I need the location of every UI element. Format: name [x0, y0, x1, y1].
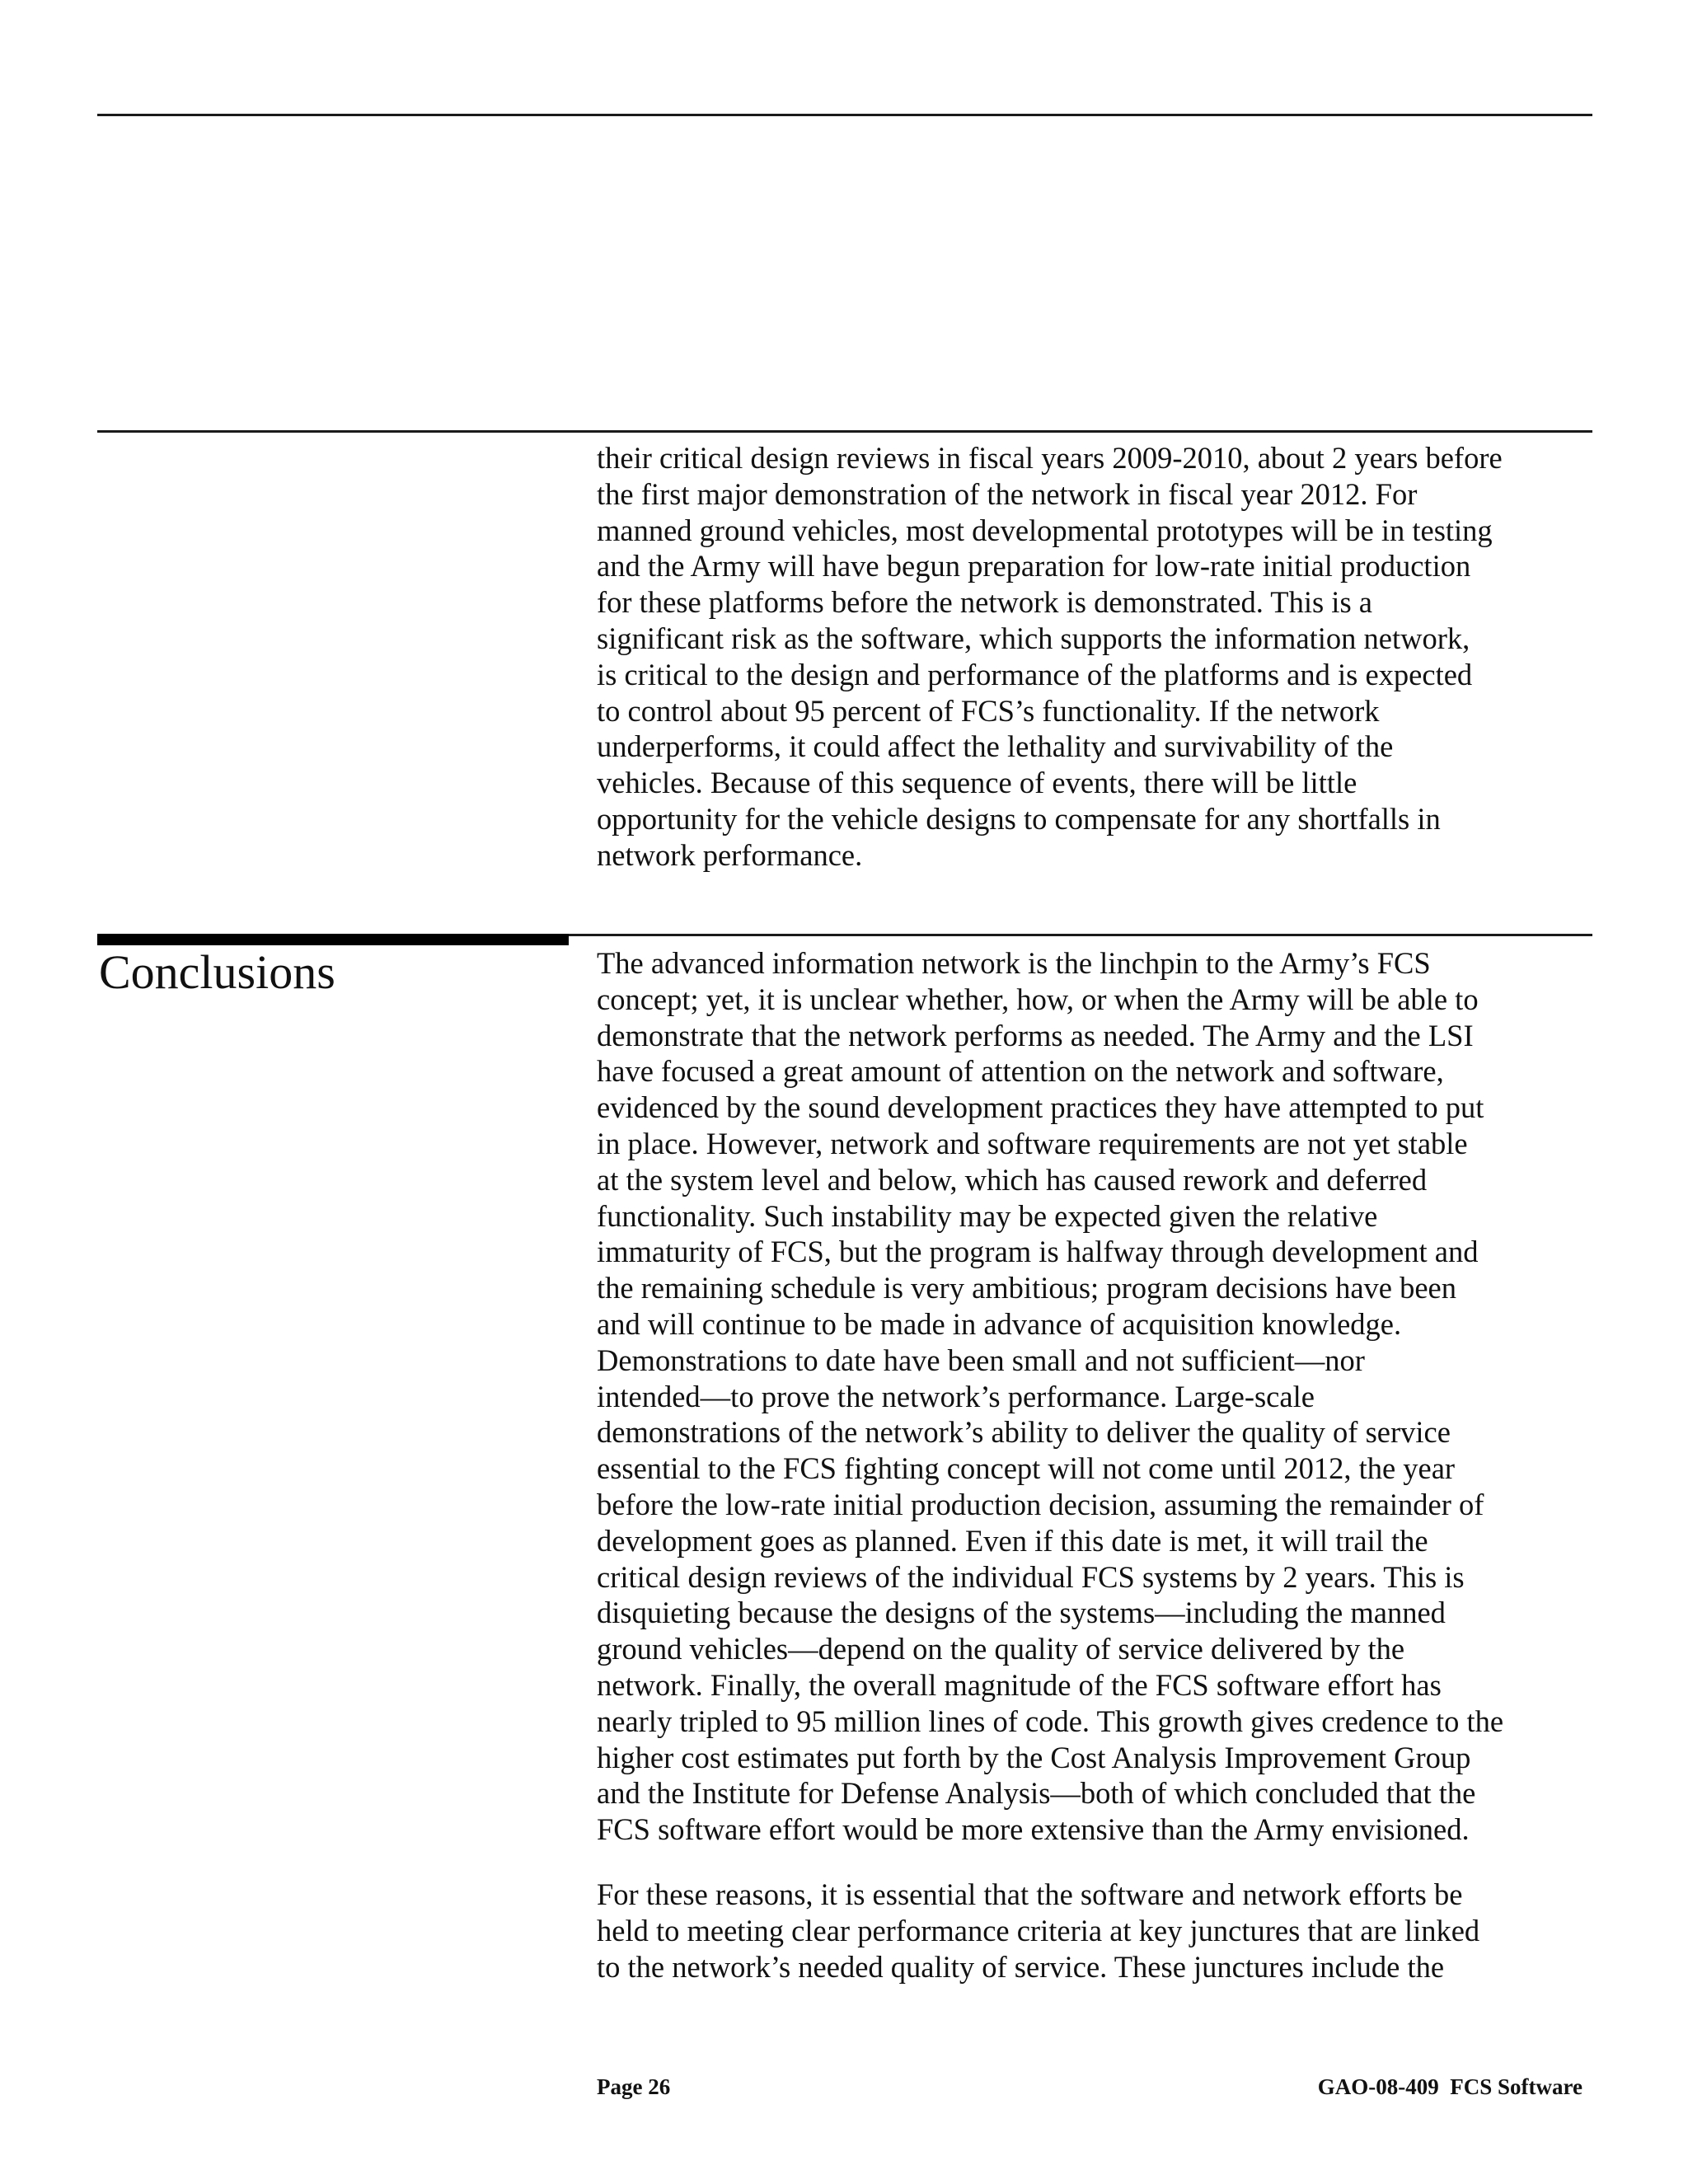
text-line: network performance.: [597, 837, 863, 872]
text-line: demonstrations of the network’s ability to deliver the quality of service: [597, 1415, 1451, 1450]
text-line: Demonstrations to date have been small and not sufficient—nor: [597, 1343, 1365, 1377]
text-line: ground vehicles—depend on the quality of service delivered by the: [597, 1632, 1405, 1666]
continued-paragraph: [597, 440, 1602, 874]
text-line: nearly tripled to 95 million lines of code. This growth gives credence to the: [597, 1704, 1504, 1738]
text-line: and the Army will have begun preparation for low-rate initial production: [597, 549, 1471, 583]
text-line: functionality. Such instability may be expected given the relative: [597, 1198, 1378, 1233]
text-line: to control about 95 percent of FCS’s functionality. If the network: [597, 693, 1380, 728]
text-line: critical design reviews of the individual FCS systems by 2 years. This is: [597, 1559, 1465, 1594]
text-line: have focused a great amount of attention on the network and software,: [597, 1054, 1444, 1089]
text-line: essential to the FCS fighting concept will not come until 2012, the year: [597, 1451, 1456, 1486]
text-line: FCS software effort would be more extensive than the Army envisioned.: [597, 1812, 1470, 1847]
text-line: manned ground vehicles, most developmental prototypes will be in testing: [597, 513, 1493, 547]
text-line: For these reasons, it is essential that the software and network efforts be: [597, 1877, 1463, 1911]
conclusions-paragraph-1: [597, 945, 1602, 1848]
text-line: immaturity of FCS, but the program is halfway through development and: [597, 1235, 1479, 1269]
conclusions-heading: Conclusions: [99, 945, 335, 999]
report-identifier: GAO-08-409 FCS Software: [1317, 2074, 1582, 2099]
page-number: Page 26: [597, 2074, 671, 2099]
conclusions-heading-bar: [97, 934, 569, 945]
text-line: their critical design reviews in fiscal years 2009-2010, about 2 years before: [597, 441, 1503, 475]
text-line: to the network’s needed quality of service. These junctures include the: [597, 1949, 1445, 1984]
text-line: development goes as planned. Even if this date is met, it will trail the: [597, 1523, 1428, 1558]
text-line: The advanced information network is the linchpin to the Army’s FCS: [597, 946, 1431, 980]
conclusions-paragraph-2: [597, 1877, 1602, 1985]
text-line: opportunity for the vehicle designs to compensate for any shortfalls in: [597, 801, 1441, 836]
text-line: and will continue to be made in advance of acquisition knowledge.: [597, 1306, 1402, 1341]
text-line: the first major demonstration of the network in fiscal year 2012. For: [597, 476, 1418, 511]
text-line: for these platforms before the network is demonstrated. This is a: [597, 585, 1372, 620]
header-rule: [97, 114, 1592, 116]
text-line: is critical to the design and performance of the platforms and is expected: [597, 657, 1473, 691]
text-line: held to meeting clear performance criteria at key junctures that are linked: [597, 1913, 1480, 1947]
text-line: significant risk as the software, which supports the information network,: [597, 621, 1470, 655]
text-line: vehicles. Because of this sequence of events, there will be little: [597, 766, 1357, 800]
text-line: demonstrate that the network performs as needed. The Army and the LSI: [597, 1018, 1474, 1052]
text-line: evidenced by the sound development practices they have attempted to put: [597, 1090, 1484, 1125]
section-rule: [97, 430, 1592, 433]
text-line: at the system level and below, which has caused rework and deferred: [597, 1162, 1428, 1197]
text-line: intended—to prove the network’s performance. Large-scale: [597, 1379, 1315, 1413]
text-line: before the low-rate initial production decision, assuming the remainder of: [597, 1487, 1484, 1521]
text-line: and the Institute for Defense Analysis—both of which concluded that the: [597, 1776, 1476, 1811]
text-line: the remaining schedule is very ambitious; program decisions have been: [597, 1271, 1456, 1305]
text-line: higher cost estimates put forth by the Cost Analysis Improvement Group: [597, 1740, 1471, 1774]
text-line: in place. However, network and software requirements are not yet stable: [597, 1126, 1468, 1160]
text-line: underperforms, it could affect the lethality and survivability of the: [597, 729, 1394, 764]
text-line: concept; yet, it is unclear whether, how, or when the Army will be able to: [597, 982, 1479, 1016]
text-line: network. Finally, the overall magnitude of the FCS software effort has: [597, 1667, 1442, 1702]
text-line: disquieting because the designs of the systems—including the manned: [597, 1596, 1446, 1630]
